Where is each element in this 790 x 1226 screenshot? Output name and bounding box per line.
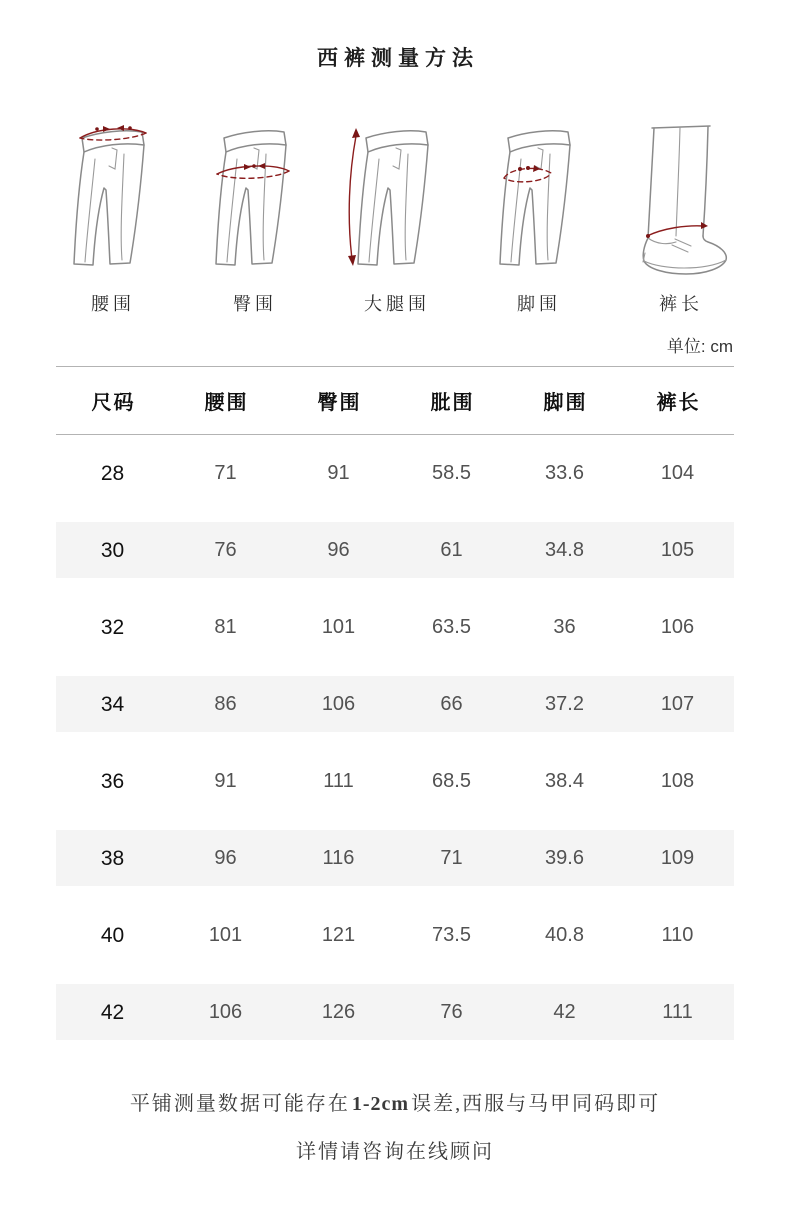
value-cell: 121 bbox=[321, 924, 356, 946]
size-table bbox=[56, 366, 734, 1051]
footnote-text: 误差,西服与马甲同码即可 bbox=[411, 1093, 661, 1115]
value-cell: 76 bbox=[440, 1001, 463, 1023]
value-cell: 39.6 bbox=[545, 847, 584, 869]
column-header-size: 尺码 bbox=[91, 392, 136, 414]
measurement-diagrams bbox=[0, 72, 790, 316]
table-row bbox=[56, 435, 734, 512]
footnote-text: 平铺测量数据可能存在 bbox=[129, 1093, 350, 1115]
size-cell: 34 bbox=[100, 692, 125, 716]
pants-length-shoe-icon bbox=[614, 112, 744, 278]
value-cell: 108 bbox=[660, 770, 695, 792]
diagram-waist bbox=[46, 112, 176, 316]
column-header-hip: 臀围 bbox=[317, 392, 362, 414]
value-cell: 107 bbox=[660, 693, 695, 715]
value-cell: 71 bbox=[440, 847, 463, 869]
value-cell: 106 bbox=[208, 1001, 243, 1023]
value-cell: 104 bbox=[660, 462, 695, 484]
value-cell: 66 bbox=[440, 693, 463, 715]
pants-hip-measure-icon bbox=[188, 112, 318, 278]
value-cell: 110 bbox=[661, 924, 694, 946]
value-cell: 111 bbox=[662, 1001, 693, 1023]
value-cell: 116 bbox=[322, 847, 355, 869]
pants-side-measure-icon bbox=[330, 112, 460, 278]
value-cell: 68.5 bbox=[432, 770, 471, 792]
value-cell: 109 bbox=[660, 847, 695, 869]
value-cell: 81 bbox=[214, 616, 237, 638]
value-cell: 37.2 bbox=[545, 693, 584, 715]
value-cell: 105 bbox=[660, 539, 695, 561]
pants-thigh-girth-icon bbox=[472, 112, 602, 278]
value-cell: 38.4 bbox=[545, 770, 584, 792]
value-cell: 73.5 bbox=[432, 924, 471, 946]
pants-waist-measure-icon bbox=[46, 112, 176, 278]
table-row bbox=[56, 589, 734, 666]
table-row bbox=[56, 974, 734, 1051]
size-cell: 30 bbox=[100, 538, 125, 562]
value-cell: 101 bbox=[208, 924, 243, 946]
value-cell: 91 bbox=[327, 462, 350, 484]
column-header-thigh: 肶围 bbox=[430, 392, 475, 414]
unit-label: 单位: cm bbox=[666, 337, 733, 356]
value-cell: 96 bbox=[327, 539, 350, 561]
table-row bbox=[56, 512, 734, 589]
value-cell: 71 bbox=[214, 462, 237, 484]
table-row bbox=[56, 820, 734, 897]
value-cell: 126 bbox=[321, 1001, 356, 1023]
footnote-line-2: 详情请咨询在线顾问 bbox=[296, 1141, 494, 1163]
value-cell: 33.6 bbox=[545, 462, 584, 484]
size-cell: 36 bbox=[100, 769, 125, 793]
value-cell: 61 bbox=[440, 539, 463, 561]
value-cell: 76 bbox=[214, 539, 237, 561]
value-cell: 101 bbox=[321, 616, 356, 638]
value-cell: 91 bbox=[214, 770, 237, 792]
size-table-body bbox=[56, 435, 734, 1051]
table-row bbox=[56, 743, 734, 820]
diagram-label-waist: 腰围 bbox=[91, 294, 135, 314]
footnote-emphasis: 1-2cm bbox=[351, 1093, 410, 1115]
value-cell: 111 bbox=[323, 770, 354, 792]
size-cell: 38 bbox=[100, 846, 125, 870]
column-header-leg-opening: 脚围 bbox=[543, 392, 588, 414]
value-cell: 58.5 bbox=[432, 462, 471, 484]
column-header-length: 裤长 bbox=[656, 392, 701, 414]
value-cell: 40.8 bbox=[545, 924, 584, 946]
diagram-length bbox=[614, 112, 744, 316]
value-cell: 36 bbox=[553, 616, 576, 638]
size-cell: 42 bbox=[100, 1000, 125, 1024]
table-row bbox=[56, 666, 734, 743]
table-row bbox=[56, 897, 734, 974]
size-cell: 28 bbox=[100, 461, 125, 485]
column-header-waist: 腰围 bbox=[204, 392, 249, 414]
value-cell: 42 bbox=[553, 1001, 576, 1023]
value-cell: 106 bbox=[660, 616, 695, 638]
value-cell: 86 bbox=[214, 693, 237, 715]
diagram-leg-opening bbox=[472, 112, 602, 316]
value-cell: 106 bbox=[321, 693, 356, 715]
diagram-label-leg-opening: 脚围 bbox=[517, 294, 561, 314]
page-title: 西裤测量方法 bbox=[317, 46, 479, 70]
diagram-label-thigh: 大腿围 bbox=[364, 294, 430, 314]
size-cell: 32 bbox=[100, 615, 125, 639]
value-cell: 63.5 bbox=[432, 616, 471, 638]
diagram-label-length: 裤长 bbox=[659, 294, 703, 314]
footnote bbox=[0, 1087, 790, 1164]
value-cell: 34.8 bbox=[545, 539, 584, 561]
diagram-thigh-length bbox=[330, 112, 460, 316]
size-table-header bbox=[56, 367, 734, 435]
diagram-label-hip: 臀围 bbox=[233, 294, 277, 314]
footnote-line-1 bbox=[0, 1087, 790, 1116]
size-cell: 40 bbox=[100, 923, 125, 947]
diagram-hip bbox=[188, 112, 318, 316]
value-cell: 96 bbox=[214, 847, 237, 869]
